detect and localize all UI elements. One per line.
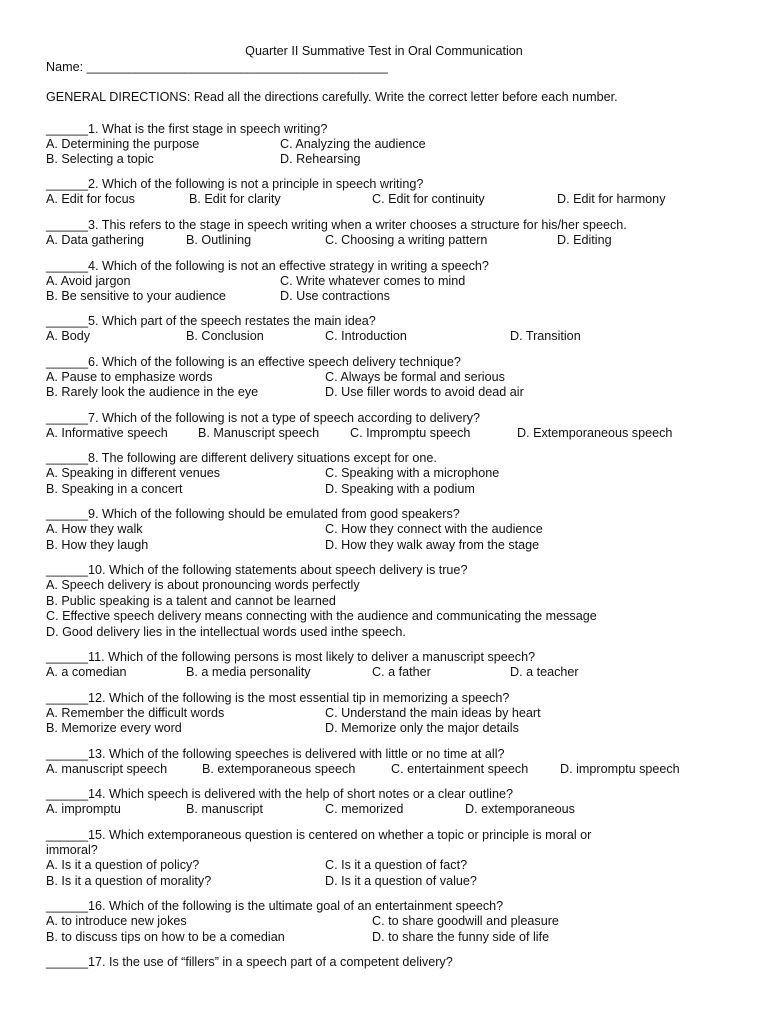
- question-16-stem: ______16. Which of the following is the ultimate goal of an entertainment speech?: [46, 899, 504, 913]
- q15-option-b: B. Is it a question of morality?: [46, 874, 212, 888]
- q10-option-b: B. Public speaking is a talent and cannot be learned: [46, 594, 336, 608]
- q11-option-a: A. a comedian: [46, 665, 127, 679]
- page-title: Quarter II Summative Test in Oral Communication: [245, 44, 523, 58]
- q14-option-a: A. impromptu: [46, 802, 121, 816]
- q12-option-d: D. Memorize only the major details: [325, 721, 519, 735]
- q5-option-c: C. Introduction: [325, 329, 407, 343]
- q10-option-a: A. Speech delivery is about pronouncing words perfectly: [46, 578, 360, 592]
- q13-option-b: B. extemporaneous speech: [202, 762, 356, 776]
- question-1-stem: ______1. What is the first stage in speech writing?: [46, 122, 328, 136]
- q8-option-a: A. Speaking in different venues: [46, 466, 221, 480]
- q8-option-c: C. Speaking with a microphone: [325, 466, 500, 480]
- q9-option-b: B. How they laugh: [46, 538, 149, 552]
- q11-option-b: B. a media personality: [186, 665, 311, 679]
- q3-option-d: D. Editing: [557, 233, 612, 247]
- q2-option-d: D. Edit for harmony: [557, 192, 666, 206]
- q9-option-a: A. How they walk: [46, 522, 143, 536]
- q16-option-c: C. to share goodwill and pleasure: [372, 914, 559, 928]
- question-2-stem: ______2. Which of the following is not a principle in speech writing?: [46, 177, 424, 191]
- question-5-stem: ______5. Which part of the speech restates the main idea?: [46, 314, 376, 328]
- q9-option-d: D. How they walk away from the stage: [325, 538, 540, 552]
- question-4-stem: ______4. Which of the following is not an effective strategy in writing a speech?: [46, 259, 489, 273]
- q3-option-c: C. Choosing a writing pattern: [325, 233, 488, 247]
- q16-option-b: B. to discuss tips on how to be a comedian: [46, 930, 285, 944]
- question-11-stem: ______11. Which of the following persons is most likely to deliver a manuscript speech?: [46, 650, 536, 664]
- q1-option-d: D. Rehearsing: [280, 152, 361, 166]
- question-12-stem: ______12. Which of the following is the most essential tip in memorizing a speech?: [46, 691, 510, 705]
- question-13-stem: ______13. Which of the following speeches is delivered with little or no time at all?: [46, 747, 505, 761]
- q6-option-b: B. Rarely look the audience in the eye: [46, 385, 259, 399]
- q3-option-a: A. Data gathering: [46, 233, 145, 247]
- q6-option-a: A. Pause to emphasize words: [46, 370, 213, 384]
- question-3-stem: ______3. This refers to the stage in speech writing when a writer chooses a structure for his/her speech.: [46, 218, 627, 232]
- q14-option-d: D. extemporaneous: [465, 802, 575, 816]
- q2-option-a: A. Edit for focus: [46, 192, 135, 206]
- question-9-stem: ______9. Which of the following should be emulated from good speakers?: [46, 507, 460, 521]
- question-17-stem: ______17. Is the use of “fillers” in a speech part of a competent delivery?: [46, 955, 453, 969]
- q7-option-d: D. Extemporaneous speech: [517, 426, 673, 440]
- q7-option-b: B. Manuscript speech: [198, 426, 320, 440]
- q1-option-a: A. Determining the purpose: [46, 137, 200, 151]
- q11-option-d: D. a teacher: [510, 665, 579, 679]
- q16-option-d: D. to share the funny side of life: [372, 930, 550, 944]
- name-line: Name: ___________________________________________: [46, 60, 388, 74]
- q5-option-b: B. Conclusion: [186, 329, 264, 343]
- question-6-stem: ______6. Which of the following is an effective speech delivery technique?: [46, 355, 461, 369]
- question-7-stem: ______7. Which of the following is not a type of speech according to delivery?: [46, 411, 481, 425]
- q6-option-d: D. Use filler words to avoid dead air: [325, 385, 524, 399]
- q12-option-b: B. Memorize every word: [46, 721, 182, 735]
- general-directions: GENERAL DIRECTIONS: Read all the directions carefully. Write the correct letter before each number.: [46, 90, 618, 104]
- question-15-stem: ______15. Which extemporaneous question is centered on whether a topic or principle is moral or: [46, 828, 592, 842]
- q13-option-a: A. manuscript speech: [46, 762, 168, 776]
- q5-option-d: D. Transition: [510, 329, 581, 343]
- q8-option-b: B. Speaking in a concert: [46, 482, 183, 496]
- q7-option-a: A. Informative speech: [46, 426, 168, 440]
- q2-option-b: B. Edit for clarity: [189, 192, 281, 206]
- q4-option-d: D. Use contractions: [280, 289, 390, 303]
- q9-option-c: C. How they connect with the audience: [325, 522, 543, 536]
- q15-option-d: D. Is it a question of value?: [325, 874, 477, 888]
- q1-option-c: C. Analyzing the audience: [280, 137, 426, 151]
- q16-option-a: A. to introduce new jokes: [46, 914, 187, 928]
- q5-option-a: A. Body: [46, 329, 91, 343]
- question-10-stem: ______10. Which of the following statements about speech delivery is true?: [46, 563, 468, 577]
- q15-option-a: A. Is it a question of policy?: [46, 858, 200, 872]
- q2-option-c: C. Edit for continuity: [372, 192, 485, 206]
- q12-option-c: C. Understand the main ideas by heart: [325, 706, 541, 720]
- q10-option-c: C. Effective speech delivery means connecting with the audience and communicating the message: [46, 609, 597, 623]
- q13-option-c: C. entertainment speech: [391, 762, 529, 776]
- question-15-stem-continued: immoral?: [46, 843, 98, 857]
- q6-option-c: C. Always be formal and serious: [325, 370, 505, 384]
- q14-option-c: C. memorized: [325, 802, 404, 816]
- q14-option-b: B. manuscript: [186, 802, 263, 816]
- q8-option-d: D. Speaking with a podium: [325, 482, 475, 496]
- q11-option-c: C. a father: [372, 665, 431, 679]
- q7-option-c: C. Impromptu speech: [350, 426, 471, 440]
- q10-option-d: D. Good delivery lies in the intellectual words used inthe speech.: [46, 625, 406, 639]
- q4-option-c: C. Write whatever comes to mind: [280, 274, 466, 288]
- q1-option-b: B. Selecting a topic: [46, 152, 154, 166]
- q4-option-a: A. Avoid jargon: [46, 274, 131, 288]
- q3-option-b: B. Outlining: [186, 233, 252, 247]
- q13-option-d: D. impromptu speech: [560, 762, 680, 776]
- q12-option-a: A. Remember the difficult words: [46, 706, 225, 720]
- q4-option-b: B. Be sensitive to your audience: [46, 289, 226, 303]
- q15-option-c: C. Is it a question of fact?: [325, 858, 468, 872]
- question-14-stem: ______14. Which speech is delivered with the help of short notes or a clear outline?: [46, 787, 513, 801]
- question-8-stem: ______8. The following are different delivery situations except for one.: [46, 451, 437, 465]
